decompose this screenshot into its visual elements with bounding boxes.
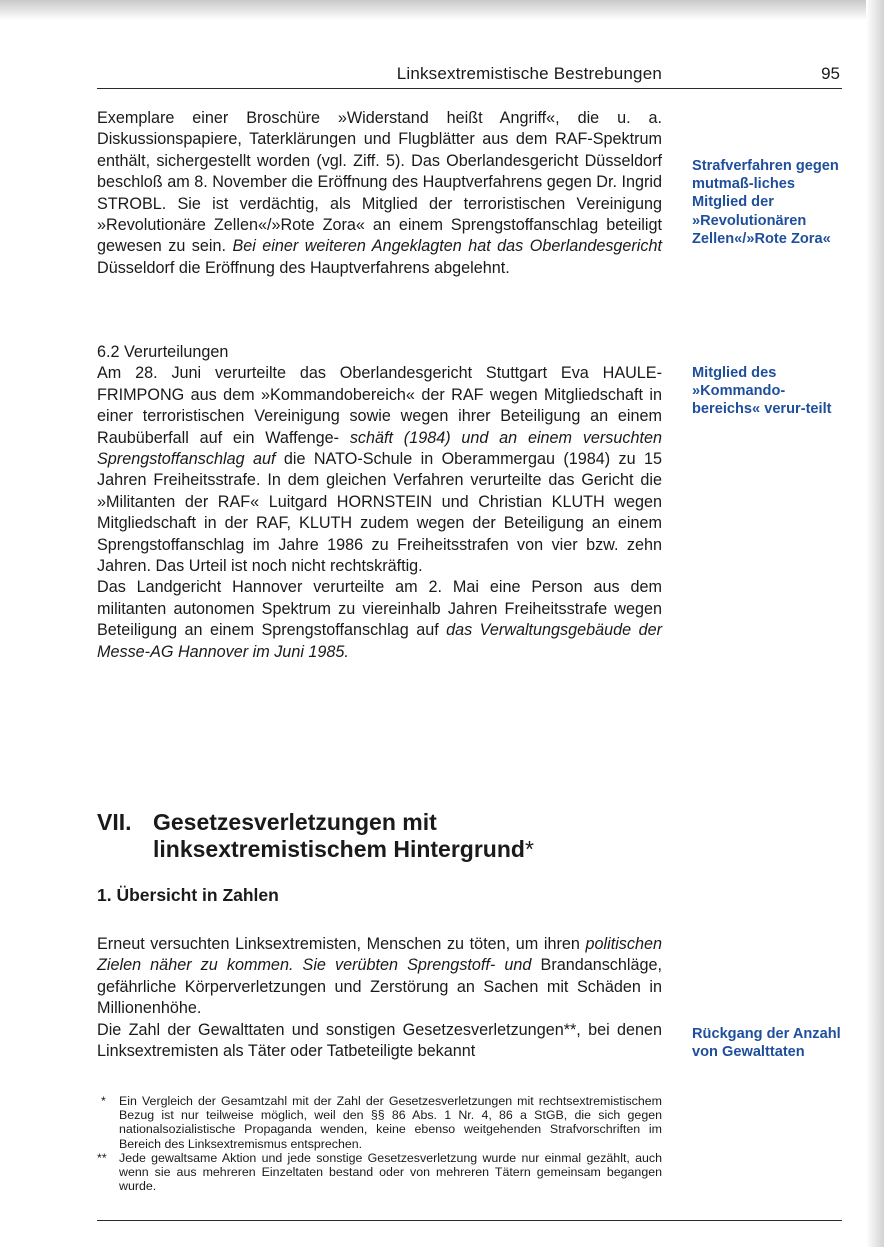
running-head: Linksextremistische Bestrebungen xyxy=(396,64,662,83)
paragraph-text-italic: schäft (1984) und an einem versuchten Sprengstoffanschlag auf xyxy=(97,428,663,469)
chapter-title-line2-text: linksextremistischem Hintergrund xyxy=(153,836,525,862)
footnote-2 xyxy=(97,1151,662,1194)
footnotes xyxy=(97,1094,662,1193)
paragraph-text-italic: das Verwaltungsgebäude der Messe-AG Hannover im Juni 1985. xyxy=(97,621,662,661)
margin-note-rueckgang: Rückgang der Anzahl von Gewalttaten xyxy=(692,1026,841,1061)
footnote-1 xyxy=(97,1094,662,1151)
chapter-title-line1: Gesetzesverletzungen mit xyxy=(153,809,437,835)
footnote-2-text: Jede gewaltsame Aktion und jede sonstige Gesetzesverletzung wurde nur einmal gezählt, auch wenn sie aus mehreren Einzeltaten bestand oder von mehreren Tätern gemeinsam begangen wurde. xyxy=(119,1150,662,1194)
margin-note-strafverfahren: Strafverfahren gegen mutmaß-liches Mitglied der »Revolutionären Zellen«/»Rote Zora« xyxy=(692,158,839,247)
paragraph-text-main: Exemplare einer Broschüre »Widerstand heißt Angriff«, die u. a. Diskussionspapiere, Taterklärungen und Flugblätter aus dem RAF-Spektrum enthält, sichergestellt worden (vgl. Ziff. 5). Das Oberlandesgericht Düsseldorf beschloß am 8. November die Eröffnung des Hauptverfahrens gegen Dr. Ingrid STROBL. Sie ist verdächtig, als Mitglied der terroristischen Vereinigung »Revolutionäre Zellen«/»Rote Zora« an einem Sprengstoffanschlag beteiligt gewesen zu sein. xyxy=(97,109,662,256)
page-edge-shadow-right xyxy=(866,0,884,1247)
paragraph-zahl-gewalttaten: Die Zahl der Gewalttaten und sonstigen Gesetzesverletzungen**, bei denen Linksextremisten als Täter oder Tatbeteiligte bekannt xyxy=(97,1020,662,1061)
margin-note-kommandobereich: Mitglied des »Kommando-bereichs« verur-teilt xyxy=(692,365,832,418)
chapter-title xyxy=(153,809,697,863)
paragraph-text-italic: Bei einer weiteren Angeklagten hat das Oberlandesgericht xyxy=(232,237,663,256)
footnote-1-marker: * xyxy=(101,1094,106,1108)
paragraph-text-c: die NATO-Schule in Oberammergau (1984) zu 15 Jahren Freiheitsstrafe. In dem gleichen Verfahren verurteilte das Gericht die »Militanten der RAF« Luitgard HORNSTEIN und Christian KLUTH wegen Mitgliedschaft in der RAF, KLUTH zudem wegen der Beteiligung an einem Sprengstoffanschlag im Jahre 1986 zu Freiheitsstrafen von vier bzw. zehn Jahren. Das Urteil ist noch nicht rechtskräftig. xyxy=(97,450,663,576)
page-edge-shadow-top xyxy=(0,0,884,20)
footnote-2-marker: ** xyxy=(97,1150,107,1165)
chapter-heading xyxy=(97,809,697,863)
chapter-number: VII. xyxy=(97,809,132,835)
section-heading-uebersicht: 1. Übersicht in Zahlen xyxy=(97,885,279,905)
paragraph-text-a: Erneut versuchten Linksextremisten, Menschen zu töten, um ihren xyxy=(97,935,580,953)
paragraph-text-end: Düsseldorf die Eröffnung des Hauptverfahrens abgelehnt. xyxy=(97,258,510,277)
section-verurteilungen xyxy=(97,342,662,663)
section-heading-verurteilungen: 6.2 Verurteilungen xyxy=(97,343,229,361)
paragraph-text xyxy=(97,108,662,279)
header-rule xyxy=(97,88,842,89)
chapter-title-line2 xyxy=(153,836,697,863)
paragraph-haule-frimpong xyxy=(97,363,662,577)
page-number: 95 xyxy=(821,64,840,83)
chapter-footnote-marker: * xyxy=(524,836,534,862)
paragraph-text-c: Brandanschläge, gefährliche Körperverletzungen und Zerstörung an Sachen mit Schäden in Millionenhöhe. xyxy=(97,956,663,1018)
paragraph-text-a: Das Landgericht Hannover verurteilte am 2. Mai eine Person aus dem militanten autonomen Spektrum zu viereinhalb Jahren Freiheitsstrafe wegen Beteiligung an einem Sprengstoffanschlag auf xyxy=(97,578,662,640)
paragraph-text-a: Am 28. Juni verurteilte das Oberlandesgericht Stuttgart Eva HAULE-FRIMPONG aus dem »Kommandobereich« der RAF wegen Mitgliedschaft in einer terroristischen Vereinigung sowie wegen ihrer Beteiligung an einem Raubüberfall auf ein Waffenge- xyxy=(97,364,662,447)
paragraph-linksextremisten xyxy=(97,934,662,1020)
paragraph-text-italic: politischen Zielen näher zu kommen. Sie verübten Sprengstoff- und xyxy=(97,935,663,975)
footer-rule xyxy=(97,1220,842,1221)
paragraph-broschuere xyxy=(97,108,662,279)
paragraph-landgericht-hannover xyxy=(97,577,662,663)
section-uebersicht-body xyxy=(97,934,662,1062)
footnote-1-text: Ein Vergleich der Gesamtzahl mit der Zahl der Gesetzesverletzungen mit rechtsextremistischem Bezug ist nur teilweise möglich, weil den §§ 86 Abs. 1 Nr. 4, 86 a StGB, die sich gegen nationalsozialistische Propaganda wenden, keine ebenso weitgehenden Strafvorschriften im Bereich des Linksextremismus entsprechen. xyxy=(119,1094,662,1151)
